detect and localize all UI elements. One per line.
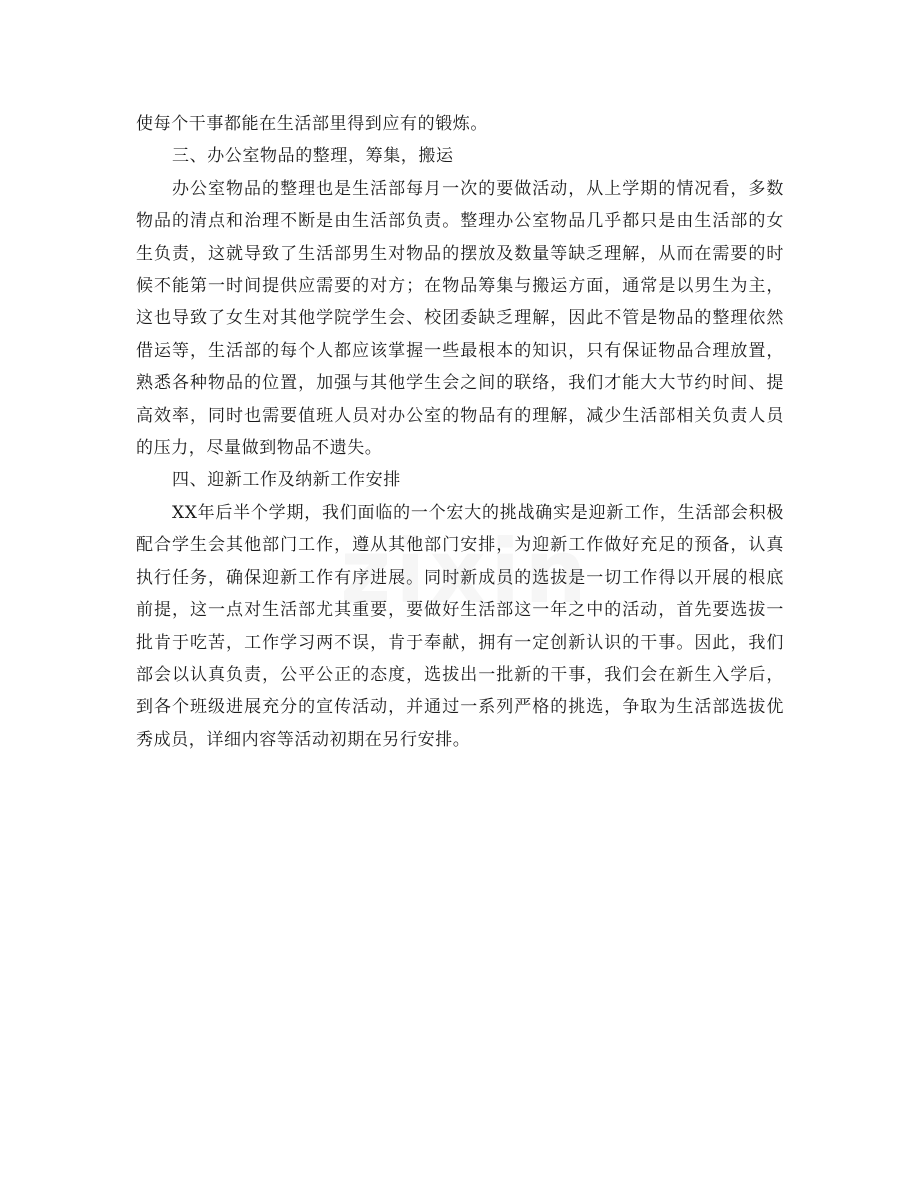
section-4-heading: 四、迎新工作及纳新工作安排 (172, 470, 401, 491)
section-3-heading: 三、办公室物品的整理，筹集，搬运 (172, 146, 454, 167)
document-page (136, 108, 784, 756)
section-3-paragraph: 办公室物品的整理也是生活部每月一次的要做活动，从上学期的情况看，多数物品的清点和治理不断是由生活部负责。整理办公室物品几乎都只是由生活部的女生负责，这就导致了生活部男生对物品的摆放及数量等缺乏理解，从而在需要的时候不能第一时间提供应需要的对方；在物品筹集与搬运方面，通常是以男生为主，这也导致了女生对其他学院学生会、校团委缺乏理解，因此不管是物品的整理依然借运等，生活部的每个人都应该掌握一些最根本的知识，只有保证物品合理放置，熟悉各种物品的位置，加强与其他学生会之间的联络，我们才能大大节约时间、提高效率，同时也需要值班人员对办公室的物品有的理解，减少生活部相关负责人员的压力，尽量做到物品不遗失。 (136, 178, 784, 459)
continuation-paragraph: 使每个干事都能在生活部里得到应有的锻炼。 (136, 114, 488, 134)
section-4-paragraph: XX年后半个学期，我们面临的一个宏大的挑战确实是迎新工作，生活部会积极配合学生会其他部门工作，遵从其他部门安排，为迎新工作做好充足的预备，认真执行任务，确保迎新工作有序进展。同时新成员的选拔是一切工作得以开展的根底前提，这一点对生活部尤其重要，要做好生活部这一年之中的活动，首先要选拔一批肯于吃苦，工作学习两不误，肯于奉献，拥有一定创新认识的干事。因此，我们部会以认真负责，公平公正的态度，选拔出一批新的干事，我们会在新生入学后，到各个班级进展充分的宣传活动，并通过一系列严格的挑选，争取为生活部选拔优秀成员，详细内容等活动初期在另行安排。 (136, 502, 784, 750)
